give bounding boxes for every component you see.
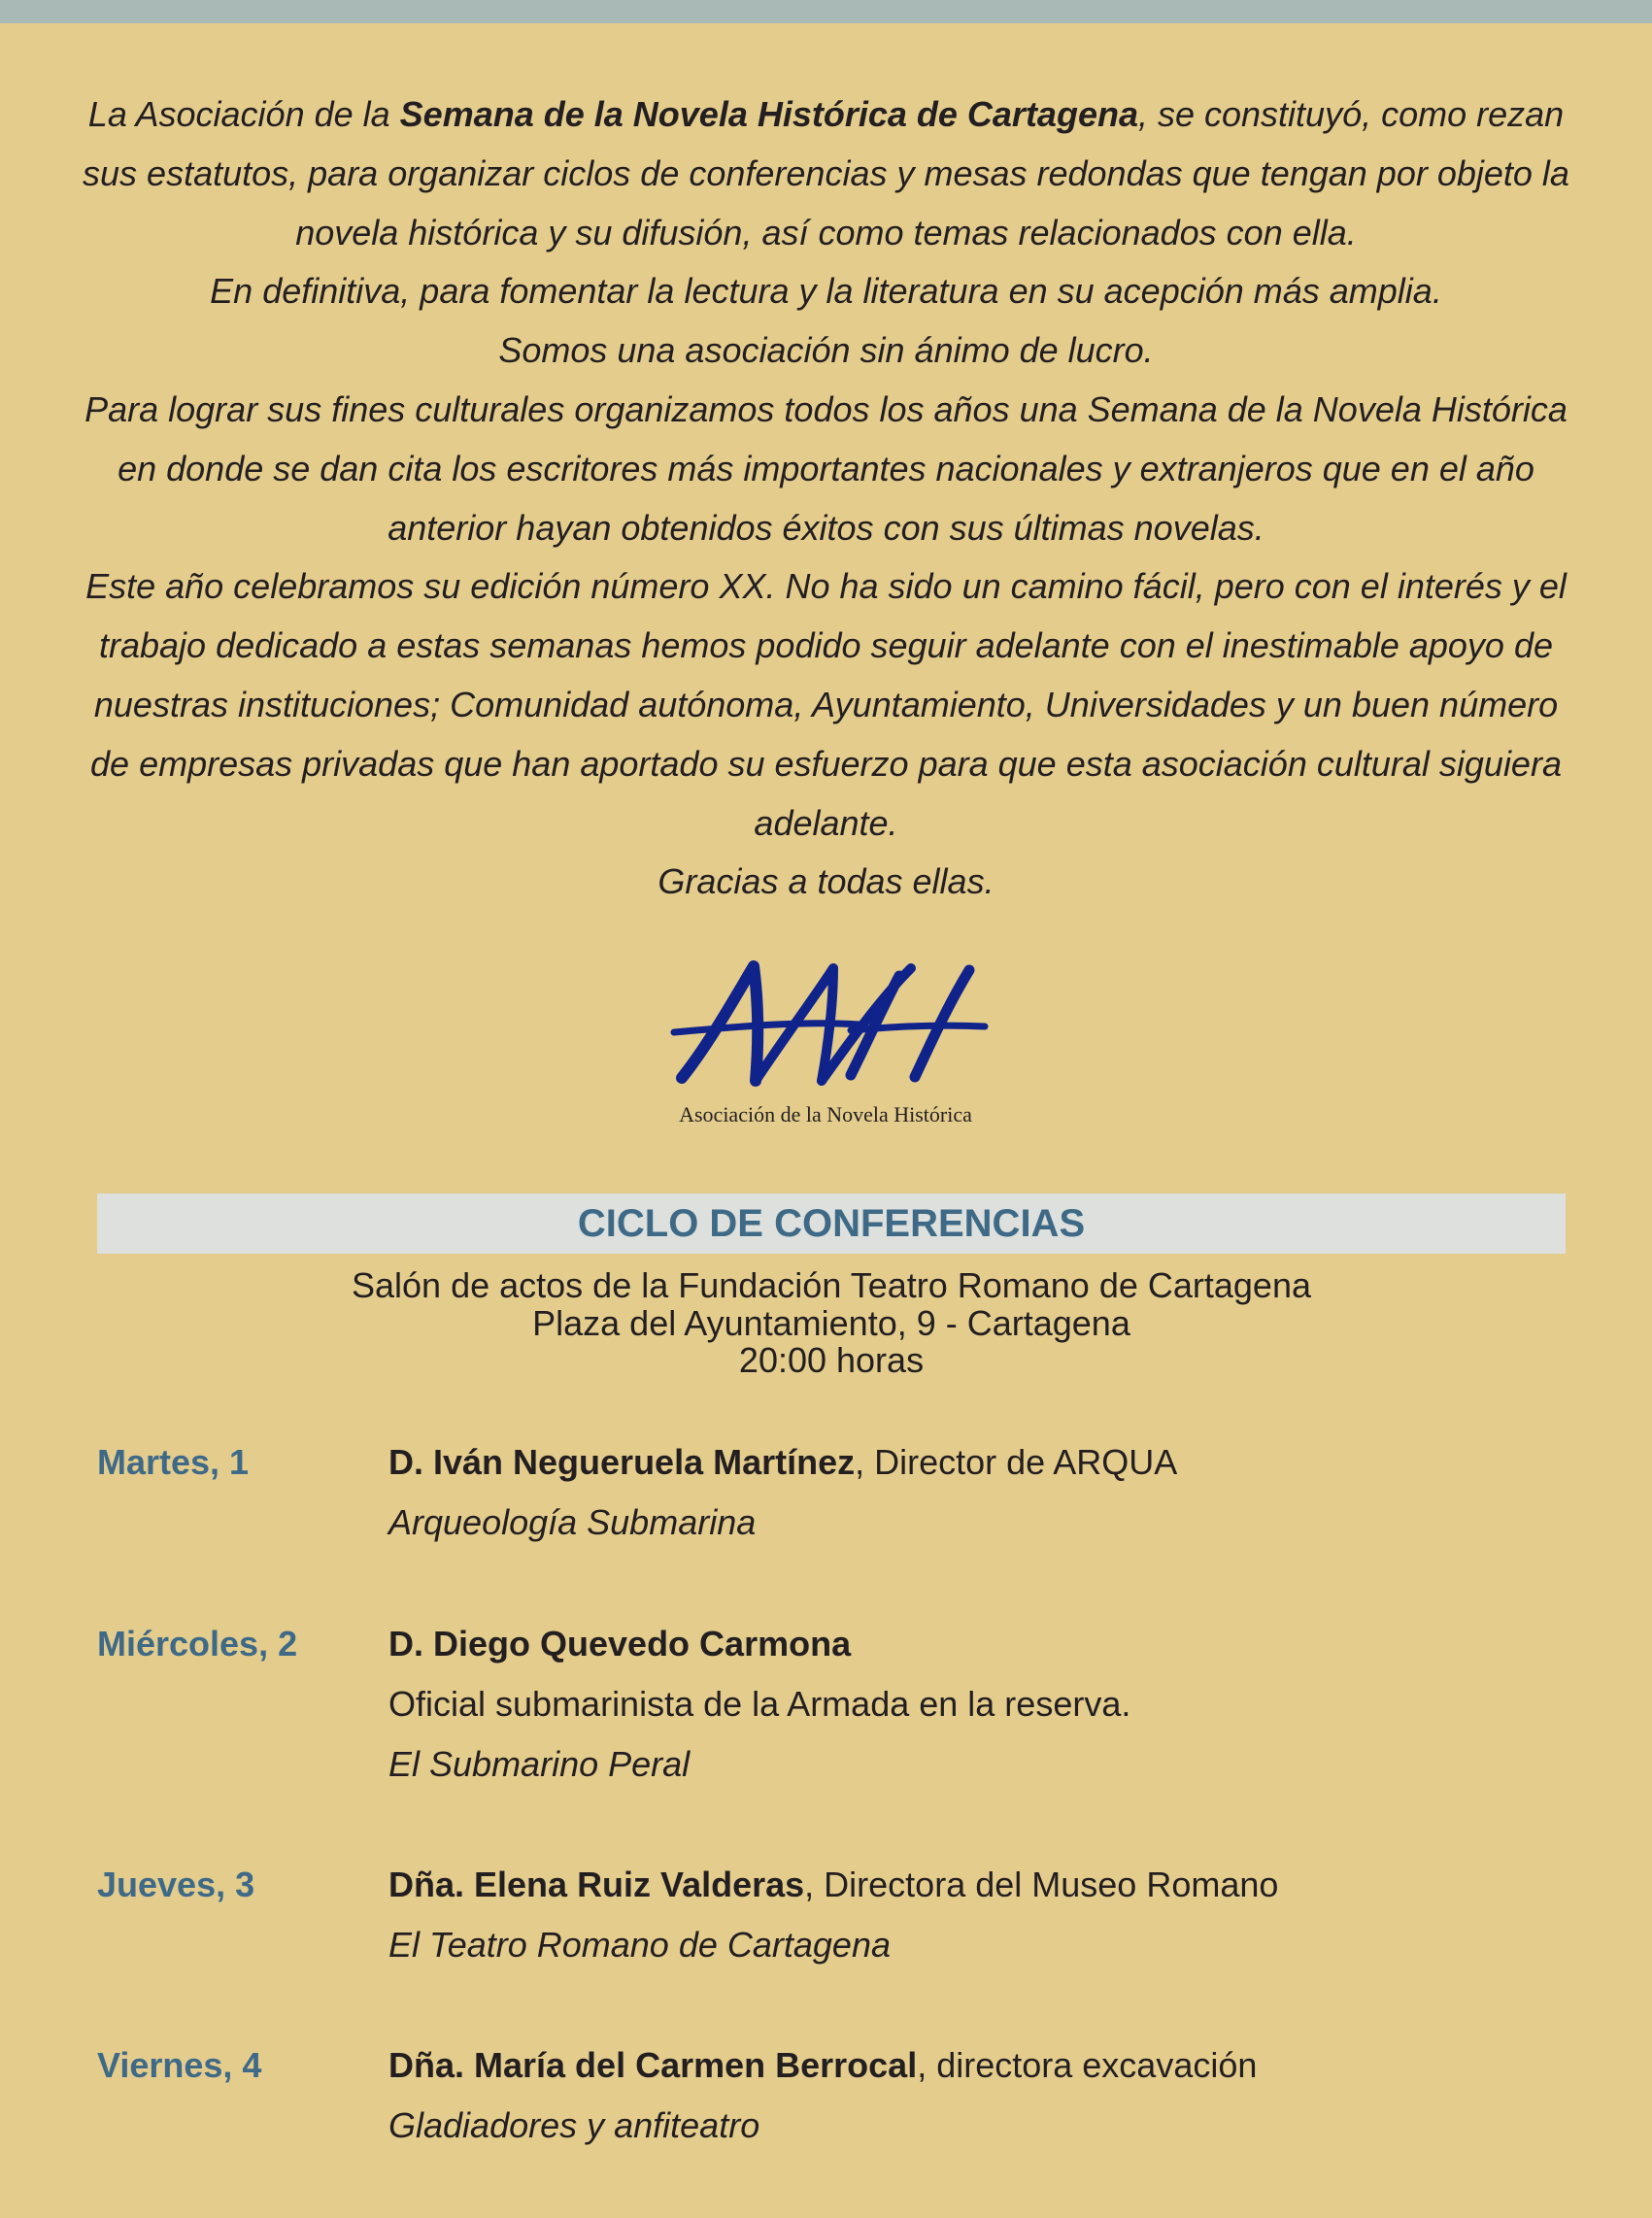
schedule-details — [388, 2035, 1566, 2156]
schedule-day: Jueves, 3 — [97, 1865, 255, 1904]
talk-title: El Submarino Peral — [388, 1744, 691, 1784]
speaker-name: D. Iván Negueruela Martínez — [388, 1442, 856, 1482]
venue-address: Plaza del Ayuntamiento, 9 - Cartagena — [532, 1302, 1130, 1343]
schedule-details — [388, 1855, 1566, 1975]
intro-paragraph-6: Gracias a todas ellas. — [657, 861, 995, 902]
intro-text — [78, 85, 1574, 912]
schedule-day: Miércoles, 2 — [97, 1624, 298, 1664]
speaker-name: D. Diego Quevedo Carmona — [388, 1624, 852, 1664]
association-name: Semana de la Novela Histórica de Cartagena — [399, 94, 1138, 134]
anh-logo-mark — [660, 957, 991, 1092]
venue-info — [97, 1267, 1566, 1380]
venue-name: Salón de actos de la Fundación Teatro Romano de Cartagena — [352, 1265, 1311, 1305]
anh-logo — [622, 957, 1029, 1131]
schedule-details — [388, 1614, 1566, 1795]
speaker-name: Dña. María del Carmen Berrocal — [388, 2045, 918, 2085]
talk-title: Gladiadores y anfiteatro — [388, 2105, 760, 2145]
speaker-role: , directora excavación — [917, 2045, 1258, 2085]
speaker-description: Oficial submarinista de la Armada en la reserva. — [388, 1684, 1131, 1724]
event-time: 20:00 horas — [738, 1340, 925, 1380]
section-title: CICLO DE CONFERENCIAS — [97, 1193, 1566, 1254]
intro-paragraph-4: Para lograr sus fines culturales organizamos todos los años una Semana de la Novela Histórica en donde se dan cita los escritores más importantes nacionales y extranjeros que en el año anterior hayan obtenidos éxitos con sus últimas novelas. — [84, 388, 1568, 548]
schedule-day: Martes, 1 — [97, 1442, 250, 1482]
intro-paragraph-2: En definitiva, para fomentar la lectura y la literatura en su acepción más amplia. — [210, 271, 1442, 312]
intro-paragraph-3: Somos una asociación sin ánimo de lucro. — [498, 330, 1154, 371]
intro-paragraph-1: La Asociación de la Semana de la Novela Histórica de Cartagena, se constituyó, como rezan sus estatutos, para organizar ciclos de conferencias y mesas redondas que tengan por objeto la novela histórica y su difusión, así como temas relacionados con ella. — [83, 94, 1569, 252]
schedule-details — [388, 1432, 1566, 1553]
intro-paragraph-5: Este año celebramos su edición número XX. No ha sido un camino fácil, pero con el interés y el trabajo dedicado a estas semanas hemos podido seguir adelante con el inestimable apoyo de nuestras instituciones; Comunidad autónoma, Ayuntamiento, Universidades y un buen número de empresas privadas que han aportado su esfuerzo para que esta asociación cultural siguiera adelante. — [85, 566, 1567, 843]
speaker-name: Dña. Elena Ruiz Valderas — [388, 1865, 805, 1904]
speaker-role: , Directora del Museo Romano — [804, 1865, 1279, 1904]
logo-caption: Asociación de la Novela Histórica — [679, 1102, 972, 1126]
talk-title: Arqueología Submarina — [388, 1502, 757, 1542]
top-bar — [0, 0, 1652, 23]
talk-title: El Teatro Romano de Cartagena — [388, 1925, 891, 1965]
speaker-role: , Director de ARQUA — [855, 1442, 1178, 1482]
schedule-day: Viernes, 4 — [97, 2045, 262, 2085]
